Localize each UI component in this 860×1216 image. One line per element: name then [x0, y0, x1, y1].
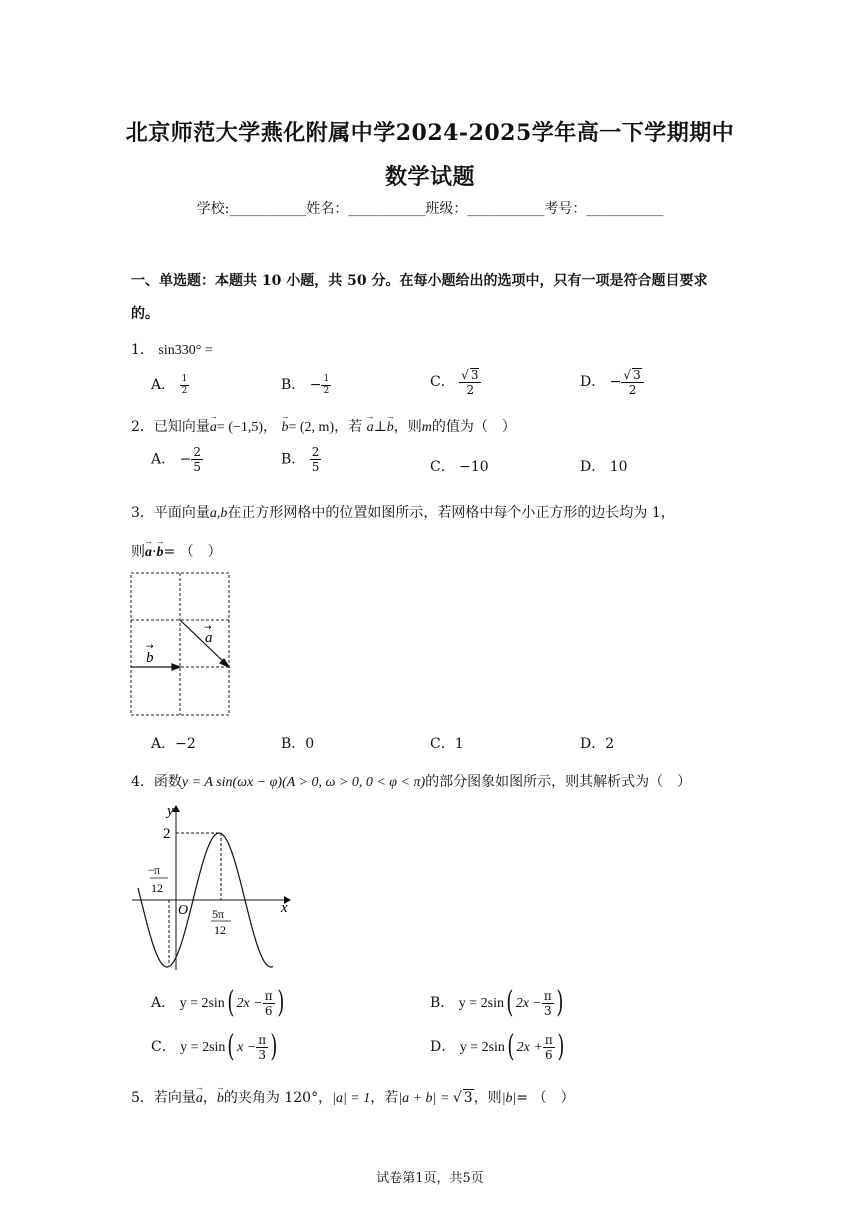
- option-label: C．: [430, 736, 455, 752]
- vector-a: → a: [145, 545, 152, 561]
- option-label: D．: [580, 736, 606, 752]
- question-stem: sin330° =: [158, 343, 213, 358]
- question-text: 的值为（ ）: [431, 419, 516, 435]
- left-tick-sign: −: [148, 863, 155, 877]
- fraction: $\frac{1}{2}$: [323, 373, 330, 396]
- math-expr: = (−1,5)，: [216, 420, 278, 435]
- option-value: 2: [605, 736, 615, 752]
- math-expr: y = 2sin: [459, 1040, 505, 1055]
- magnitude-b: |b|: [501, 1091, 517, 1106]
- fraction: $\frac{√ 3}{2}$: [621, 368, 643, 396]
- math-expr: y = 2sin: [179, 996, 225, 1011]
- minus-sign: −: [609, 374, 622, 390]
- question-text: 函数: [153, 774, 182, 790]
- q1-option-d: [580, 368, 644, 396]
- math-expr: 2x −: [515, 996, 542, 1011]
- question-text: 平面向量: [153, 505, 210, 521]
- question-text: ，则: [473, 1090, 502, 1106]
- question-text: ，: [202, 1090, 217, 1106]
- svg-text:→: →: [204, 623, 212, 633]
- right-tick-den: 12: [214, 923, 226, 937]
- option-value: 10: [609, 459, 628, 475]
- q4-option-c: C． y = 2sin( x − $\frac{\pi}{3}$ ): [151, 1029, 278, 1064]
- student-info-line: 学校:___________姓名：___________班级：___________考号：___________: [196, 201, 664, 217]
- q1-option-c: [430, 368, 481, 396]
- q1-option-b: [281, 374, 331, 396]
- question-text: 则: [131, 544, 145, 560]
- math-expr: 2x −: [236, 996, 263, 1011]
- vector-a-label: a: [205, 630, 213, 646]
- svg-text:→: →: [146, 642, 154, 652]
- fraction: $\frac{2}{5}$: [311, 445, 320, 474]
- question-1: [131, 339, 213, 359]
- vector-b-label: b: [146, 650, 154, 666]
- q4-option-a: A． y = 2sin( 2x − $\frac{\pi}{6}$ ): [151, 985, 284, 1020]
- option-label: C．: [151, 1039, 176, 1055]
- left-tick-num: π: [154, 863, 161, 877]
- q4-option-b: B． y = 2sin( 2x − $\frac{\pi}{3}$ ): [430, 985, 564, 1020]
- option-label: D．: [430, 1039, 456, 1055]
- y-axis-label: y: [167, 803, 174, 819]
- q2-option-a: [151, 446, 203, 473]
- question-number: 1．: [131, 342, 154, 358]
- question-number: 5．: [131, 1090, 154, 1106]
- magnitude-a: |a| = 1: [332, 1091, 371, 1106]
- option-label: B．: [281, 736, 306, 752]
- math-expr: = (2, m)，若: [288, 420, 363, 435]
- question-number: 2．: [131, 419, 154, 435]
- vector-b-arrowhead: [172, 664, 180, 670]
- vector-a: → a: [196, 1091, 203, 1107]
- q3-option-d: [580, 733, 614, 753]
- option-value: −2: [175, 736, 196, 752]
- option-label: C．: [430, 459, 455, 475]
- math-expr: x −: [237, 1040, 257, 1055]
- q4-option-d: D． y = 2sin( 2x + $\frac{\pi}{6}$ ): [430, 1029, 565, 1064]
- vector-b: → b: [156, 545, 163, 561]
- origin-label: O: [178, 903, 189, 918]
- left-tick-den: 12: [151, 881, 163, 895]
- question-number: 4．: [131, 774, 154, 790]
- fraction: $\frac{√ 3}{2}$: [459, 368, 481, 396]
- q3-option-b: [281, 733, 314, 753]
- page-subtitle: 数学试题: [384, 164, 475, 190]
- option-label: B．: [281, 377, 306, 393]
- page-footer: 试卷第1页，共5页: [376, 1171, 484, 1186]
- vector-a: → a: [210, 420, 217, 436]
- option-label: A．: [151, 377, 176, 393]
- option-value: 0: [305, 736, 315, 752]
- option-label: C．: [430, 374, 455, 390]
- fraction: $\frac{1}{2}$: [181, 373, 188, 396]
- q2-option-d: [580, 456, 628, 476]
- option-label: B．: [430, 995, 455, 1011]
- minus-sign: −: [179, 451, 192, 468]
- q2-option-b: [281, 446, 321, 473]
- magnitude-sum: |a + b| =: [398, 1091, 453, 1106]
- question-3: [131, 502, 675, 522]
- vector-a: → a: [367, 420, 374, 436]
- question-text: 已知向量: [153, 419, 210, 435]
- q3-option-c: [430, 733, 464, 753]
- sine-graph-figure: [128, 800, 298, 975]
- peak-value-label: 2: [163, 826, 171, 842]
- vector-b: → b: [387, 420, 394, 436]
- vector-a-arrow: [180, 620, 226, 664]
- section-heading: 一、单选题：本题共 10 小题，共 50 分。在每小题给出的选项中，只有一项是符合题目要求: [131, 273, 708, 289]
- question-text: 若向量: [153, 1090, 196, 1106]
- fraction: $\frac{\pi}{6}$: [264, 988, 273, 1018]
- vector-grid-figure: [128, 570, 234, 720]
- perp-symbol: ⊥: [373, 419, 387, 435]
- variable-m: m: [421, 420, 432, 435]
- page-title: 北京师范大学燕化附属中学2024-2025学年高一下学期期中: [125, 120, 735, 146]
- math-expr: 2x +: [516, 1040, 543, 1055]
- option-value: −10: [459, 459, 489, 475]
- question-text: ，若: [370, 1090, 399, 1106]
- question-text: ，则: [393, 419, 422, 435]
- option-value: 1: [454, 736, 464, 752]
- vector-b: → b: [217, 1091, 224, 1107]
- fraction: $\frac{\pi}{6}$: [544, 1032, 553, 1062]
- question-3-cont: 则→ a·→ b= （ ）: [131, 541, 222, 561]
- question-text: = （ ）: [516, 1090, 575, 1106]
- question-2: [131, 416, 516, 436]
- q3-option-a: [151, 733, 196, 753]
- fraction: $\frac{\pi}{3}$: [258, 1032, 267, 1062]
- question-text: 的夹角为 120°，: [223, 1090, 333, 1106]
- question-4: [131, 771, 691, 791]
- fraction: $\frac{\pi}{3}$: [543, 988, 552, 1018]
- question-5: 5．若向量→ a，→ b的夹角为 120°，|a| = 1，若|a + b| = √ 3，则|b|= （ ）: [131, 1087, 575, 1107]
- option-label: B．: [281, 451, 306, 468]
- x-axis-label: x: [281, 900, 288, 916]
- question-text: 在正方形网格中的位置如图所示，若网格中每个小正方形的边长均为 1，: [227, 505, 675, 521]
- question-text: = （ ）: [163, 544, 222, 560]
- right-tick-num: 5π: [212, 907, 225, 921]
- math-expr: y = 2sin: [458, 996, 504, 1011]
- option-label: A．: [151, 736, 176, 752]
- q2-option-c: [430, 456, 489, 476]
- option-label: A．: [151, 995, 176, 1011]
- sqrt-value: 3: [463, 1090, 473, 1106]
- question-number: 3．: [131, 505, 154, 521]
- fraction: $\frac{2}{5}$: [193, 445, 201, 474]
- section-heading-cont: 的。: [131, 306, 159, 322]
- option-label: A．: [151, 451, 176, 468]
- option-label: D．: [580, 374, 606, 390]
- option-label: D．: [580, 459, 606, 475]
- vector-b: → b: [282, 420, 289, 436]
- vector-pair: a,b: [209, 506, 228, 521]
- function-expr: y = A sin(ωx − φ)(A > 0, ω > 0, 0 < φ < π): [181, 775, 426, 790]
- q1-option-a: [151, 374, 189, 396]
- minus-sign: −: [309, 377, 322, 393]
- math-expr: y = 2sin: [180, 1040, 226, 1055]
- question-text: 的部分图象如图所示，则其解析式为（ ）: [425, 774, 692, 790]
